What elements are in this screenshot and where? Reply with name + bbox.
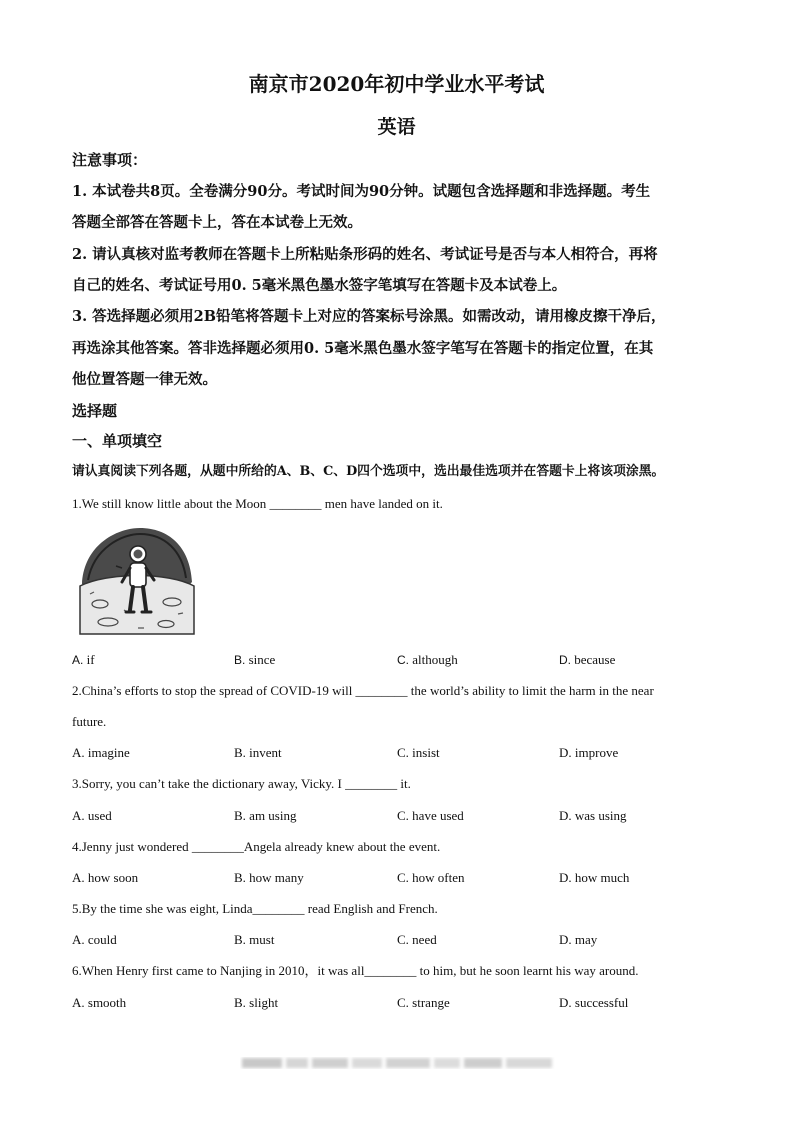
question-3-option-d [559,807,627,825]
option-text: how much [574,870,630,885]
option-text: because [574,652,616,667]
option-letter: A. [72,932,85,947]
option-text: used [87,808,112,823]
option-text: imagine [87,745,130,760]
option-text: strange [412,995,450,1010]
note-line: 3. 答选择题必须用2B铅笔将答题卡上对应的答案标号涂黑。如需改动，请用橡皮擦干净后， [72,308,666,325]
exam-title: 南京市2020年初中学业水平考试 [248,72,545,96]
section-instruction: 请认真阅读下列各题，从题中所给的A、B、C、D四个选项中，选出最佳选项并在答题卡上将该项涂黑。 [72,464,665,479]
question-6-option-b [234,994,278,1012]
question-1-stem: 1.We still know little about the Moon ________ men have landed on it. [72,496,443,511]
question-4-option-d [559,869,629,887]
option-text: insist [412,745,440,760]
option-text: invent [249,745,282,760]
section-part: 一、单项填空 [72,432,163,450]
option-text: how many [249,870,304,885]
option-text: since [248,652,276,667]
option-letter: C. [397,808,409,823]
question-5-option-c [397,931,437,949]
option-text: although [412,652,458,667]
option-text: may [574,932,598,947]
option-letter: B. [234,745,246,760]
option-letter: B. [234,932,246,947]
question-5-option-a [72,931,117,949]
question-6-option-d [559,994,628,1012]
question-2-option-c [397,744,440,762]
option-letter: A. [72,870,85,885]
option-text: have used [412,808,464,823]
note-line: 他位置答题一律无效。 [72,371,217,388]
question-3-option-a [72,807,112,825]
option-letter: C. [397,870,409,885]
question-2-option-b [234,744,282,762]
option-text: how soon [87,870,139,885]
question-1-option-b [234,651,275,669]
option-letter: D. [559,995,572,1010]
option-text: must [249,932,275,947]
note-line: 自己的姓名、考试证号用0. 5毫米黑色墨水签字笔填写在答题卡及本试卷上。 [72,277,567,294]
question-4-stem: 4.Jenny just wondered ________Angela already knew about the event. [72,839,441,854]
notes-heading: 注意事项： [72,151,148,169]
question-4-option-b [234,869,304,887]
option-text: improve [574,745,619,760]
option-letter: C. [397,653,409,667]
question-2-stem: 2.China’s efforts to stop the spread of COVID-19 will ________ the world’s ability to limit the harm in the near [72,683,654,698]
question-1-option-c [397,651,458,669]
option-letter: D. [559,653,571,667]
option-letter: D. [559,932,572,947]
option-text: successful [574,995,629,1010]
note-line: 2. 请认真核对监考教师在答题卡上所粘贴条形码的姓名、考试证号是否与本人相符合，再将 [72,246,658,263]
option-letter: A. [72,745,85,760]
question-3-option-c [397,807,464,825]
note-line: 再选涂其他答案。答非选择题必须用0. 5毫米黑色墨水签字笔写在答题卡的指定位置，在其 [72,340,654,357]
option-letter: D. [559,808,572,823]
option-text: was using [574,808,627,823]
option-letter: C. [397,932,409,947]
option-letter: B. [234,808,246,823]
question-2-stem-cont: future. [72,714,107,729]
question-6-option-a [72,994,126,1012]
note-line: 答题全部答在答题卡上，答在本试卷上无效。 [72,214,362,231]
option-letter: B. [234,653,246,667]
question-1-option-a [72,651,95,669]
option-letter: C. [397,995,409,1010]
option-text: smooth [87,995,127,1010]
question-5-option-b [234,931,274,949]
note-line: 1. 本试卷共8页。全卷满分90分。考试时间为90分钟。试题包含选择题和非选择题。考生 [72,183,651,200]
question-6-stem: 6.When Henry first came to Nanjing in 2010，it was all________ to him, but he soon learnt his way around. [72,963,639,978]
question-4-option-c [397,869,465,887]
question-4-option-a [72,869,138,887]
question-6-option-c [397,994,450,1012]
question-1-option-d [559,651,615,669]
section-title: 选择题 [72,402,118,420]
option-letter: A. [72,808,85,823]
option-letter: D. [559,745,572,760]
question-3-stem: 3.Sorry, you can’t take the dictionary away, Vicky. I ________ it. [72,776,411,791]
option-text: slight [249,995,279,1010]
option-letter: D. [559,870,572,885]
option-letter: B. [234,995,246,1010]
blurred-footer-watermark [240,1055,556,1071]
option-text: am using [249,808,297,823]
option-letter: B. [234,870,246,885]
option-letter: A. [72,995,85,1010]
option-text: need [412,932,437,947]
astronaut-moon-illustration [78,524,196,636]
option-text: if [86,652,95,667]
question-5-stem: 5.By the time she was eight, Linda________ read English and French. [72,901,438,916]
question-2-option-a [72,744,130,762]
question-3-option-b [234,807,296,825]
option-letter: C. [397,745,409,760]
question-2-option-d [559,744,618,762]
option-text: how often [412,870,465,885]
option-text: could [87,932,117,947]
exam-subject: 英语 [377,116,416,138]
option-letter: A. [72,653,84,667]
question-5-option-d [559,931,597,949]
